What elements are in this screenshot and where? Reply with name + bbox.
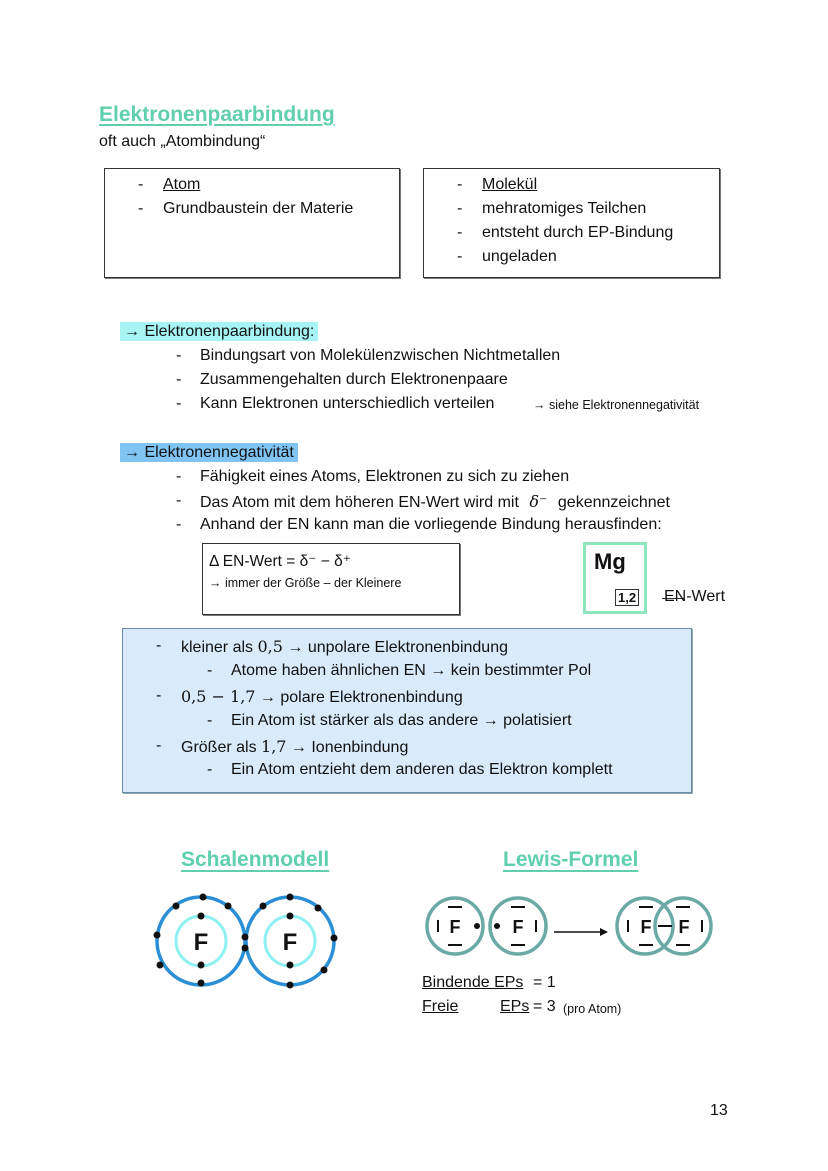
lewis-bonded-symbol-left: F: [640, 917, 652, 937]
en-item-2: Das Atom mit dem höheren EN-Wert wird mit δ⁻ gekennzeichnet: [200, 492, 670, 511]
delta-minus-symbol: δ⁻: [529, 492, 548, 511]
page-subtitle: oft auch „Atombindung“: [99, 133, 266, 150]
freie-label: Freie: [422, 998, 459, 1015]
atom-definition: Grundbaustein der Materie: [163, 200, 354, 217]
ep-section-title: → Elektronenpaarbindung:: [120, 323, 318, 341]
bullet-dash: -: [457, 248, 463, 265]
bond-row-3-detail: Ein Atom entzieht dem anderen das Elektron komplett: [231, 761, 613, 778]
freie-eps-label: EPs: [500, 998, 530, 1015]
bond-row-1: kleiner als 0,5 → unpolare Elektronenbindung: [181, 637, 508, 656]
electron: [321, 967, 328, 974]
electron: [287, 894, 294, 901]
bullet-dash: -: [207, 712, 213, 729]
bond-row-1-detail: Atome haben ähnlichen EN → kein bestimmter Pol: [231, 662, 592, 679]
bullet-dash: -: [156, 687, 162, 704]
electron: [198, 913, 205, 920]
bullet-dash: -: [457, 224, 463, 241]
electron: [225, 903, 232, 910]
lewis-symbol-right: F: [512, 917, 524, 937]
ep-item-3: Kann Elektronen unterschiedlich verteilen: [200, 395, 495, 412]
en-formula-note: → immer der Größe – der Kleinere: [209, 576, 402, 590]
bullet-dash: -: [457, 176, 463, 193]
element-symbol: Mg: [594, 549, 626, 574]
electron: [198, 962, 205, 969]
electron: [287, 962, 294, 969]
molecule-def-3: ungeladen: [482, 248, 557, 265]
bullet-dash: -: [176, 468, 182, 485]
bond-row-2: 0,5 − 1,7 → polare Elektronenbindung: [181, 687, 463, 706]
bullet-dash: -: [176, 492, 182, 509]
bindende-eps-label: Bindende EPs: [422, 974, 524, 991]
electron: [200, 894, 207, 901]
electron: [287, 982, 294, 989]
electron: [242, 934, 249, 941]
lewis-formula-title: Lewis-Formel: [503, 848, 639, 871]
bullet-dash: -: [156, 737, 162, 754]
bullet-dash: -: [207, 761, 213, 778]
bullet-dash: -: [176, 395, 182, 412]
bullet-dash: -: [176, 371, 182, 388]
electron: [154, 932, 161, 939]
shell-model-diagram: [148, 890, 348, 994]
molecule-def-2: entsteht durch EP-Bindung: [482, 224, 674, 241]
lewis-formula-diagram: [420, 894, 720, 958]
atom-definition-box: [104, 168, 400, 278]
freie-eps-note: (pro Atom): [563, 1002, 622, 1016]
en-formula-box: [202, 543, 460, 615]
single-electron-left: [474, 923, 480, 929]
bullet-dash: -: [176, 516, 182, 533]
single-electron-right: [494, 923, 500, 929]
bullet-dash: -: [207, 662, 213, 679]
molecule-definition-box: [423, 168, 720, 278]
electron: [157, 962, 164, 969]
atom-term: Atom: [163, 176, 201, 193]
page-title: Elektronenpaarbindung: [99, 103, 335, 126]
bond-row-3: Größer als 1,7 → Ionenbindung: [181, 737, 409, 756]
electron: [315, 905, 322, 912]
element-card: [583, 542, 647, 614]
en-formula: Δ EN-Wert = δ⁻ − δ⁺: [209, 553, 351, 570]
ep-item-2: Zusammengehalten durch Elektronenpaare: [200, 371, 508, 388]
ep-item-1: Bindungsart von Molekülenzwischen Nichtmetallen: [200, 347, 561, 364]
reaction-arrow-head: [600, 928, 608, 936]
electron: [331, 935, 338, 942]
ep-item-3-note: → siehe Elektronennegativität: [533, 398, 700, 412]
page-number: 13: [710, 1102, 728, 1119]
electron: [198, 980, 205, 987]
en-section-title: → Elektronennegativität: [120, 444, 298, 462]
lewis-symbol-left: F: [449, 917, 461, 937]
bullet-dash: -: [176, 347, 182, 364]
bond-types-box: [122, 628, 692, 793]
en-value-label: EN-Wert: [664, 588, 726, 605]
lewis-bonded-symbol-right: F: [678, 917, 690, 937]
electron: [260, 903, 267, 910]
en-item-1: Fähigkeit eines Atoms, Elektronen zu sich zu ziehen: [200, 468, 570, 485]
electron: [173, 903, 180, 910]
freie-eps-value: = 3: [533, 998, 556, 1015]
shell-model-title: Schalenmodell: [181, 848, 330, 871]
bond-row-2-detail: Ein Atom ist stärker als das andere → polatisiert: [231, 712, 572, 729]
bullet-dash: -: [156, 637, 162, 654]
bullet-dash: -: [457, 200, 463, 217]
molecule-term: Molekül: [482, 176, 538, 193]
electron: [287, 913, 294, 920]
element-en-value: 1,2: [615, 589, 639, 606]
molecule-def-1: mehratomiges Teilchen: [482, 200, 647, 217]
electron: [242, 945, 249, 952]
bullet-dash: -: [138, 176, 144, 193]
nucleus-label-right: F: [282, 929, 298, 956]
nucleus-label-left: F: [193, 929, 209, 956]
en-item-3: Anhand der EN kann man die vorliegende Bindung herausfinden:: [200, 516, 662, 533]
bindende-eps-value: = 1: [533, 974, 556, 991]
bullet-dash: -: [138, 200, 144, 217]
